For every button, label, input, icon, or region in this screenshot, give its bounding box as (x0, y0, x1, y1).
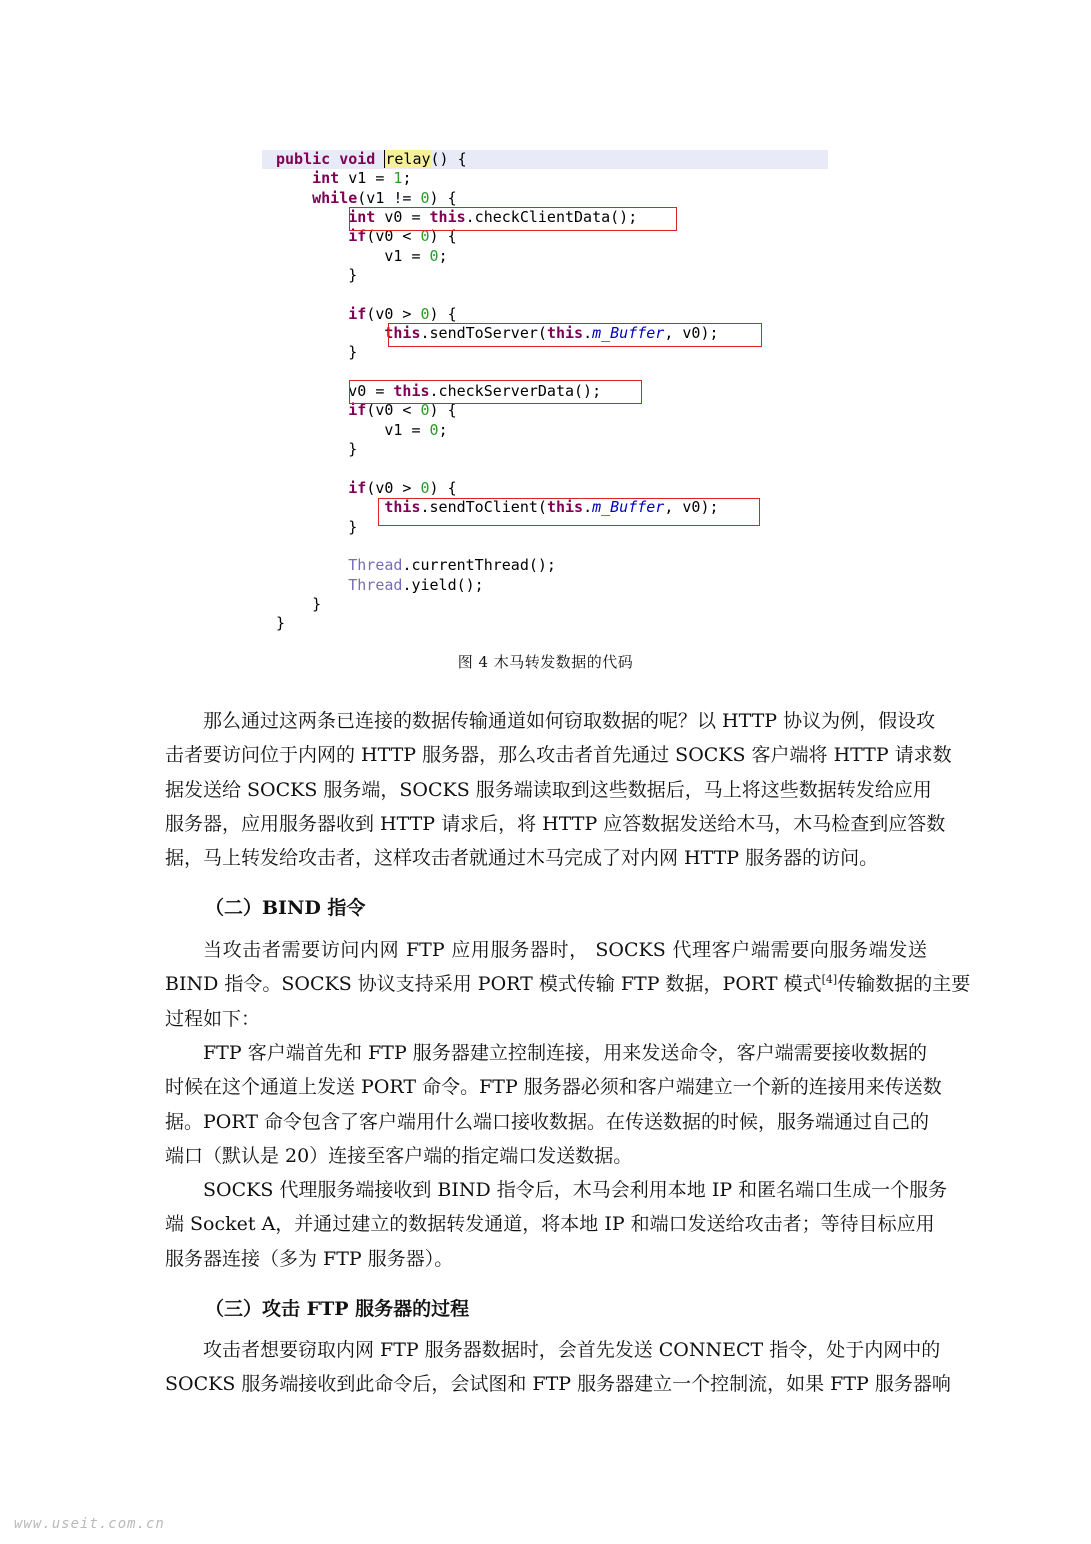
paragraph-5 (165, 1333, 951, 1402)
paragraph-line: 服务器连接（多为 FTP 服务器）。 (165, 1247, 454, 1270)
code-token: .checkClientData(); (465, 208, 638, 227)
section-heading-bind: （二）BIND 指令 (205, 897, 366, 919)
section-heading-ftp: （三）攻击 FTP 服务器的过程 (205, 1298, 470, 1320)
code-line (262, 556, 828, 575)
code-token (276, 576, 348, 594)
code-token: v1 = (276, 420, 430, 439)
code-token: } (276, 266, 358, 285)
paragraph-line: FTP 客户端首先和 FTP 服务器建立控制连接，用来发送命令，客户端需要接收数据的 (203, 1042, 927, 1064)
paragraph-2 (165, 933, 971, 1036)
code-line (262, 421, 828, 440)
code-token (276, 556, 348, 574)
code-token: if (348, 401, 367, 420)
code-token: ; (438, 246, 448, 265)
code-token (276, 401, 348, 419)
code-token: public (276, 150, 331, 168)
paragraph-line: 攻击者想要窃取内网 FTP 服务器数据时，会首先发送 CONNECT 指令，处于内网中的 (203, 1339, 941, 1361)
code-token: , v0); (664, 324, 719, 343)
code-token: ; (402, 169, 412, 188)
code-token: this (384, 498, 421, 517)
code-token (276, 208, 348, 226)
code-token: void (330, 150, 376, 168)
code-token: 0 (420, 227, 430, 246)
code-token: ) { (429, 478, 457, 497)
line-text: BIND 指令。SOCKS 协议支持采用 PORT 模式传输 FTP 数据，PORT 模式 (165, 973, 822, 996)
paragraph-line: SOCKS 代理服务端接收到 BIND 指令后，木马会利用本地 IP 和匿名端口生成一个服务 (203, 1179, 948, 1201)
paragraph-line: 端 Socket A，并通过建立的数据转发通道，将本地 IP 和端口发送给攻击者；等待目标应用 (165, 1213, 935, 1236)
code-token: .checkServerData(); (429, 382, 602, 401)
paragraph-line: 过程如下： (165, 1007, 261, 1030)
code-line (262, 537, 828, 556)
code-token: relay (385, 150, 431, 168)
code-line (262, 266, 828, 285)
code-token: } (276, 614, 286, 633)
code-token: this (384, 324, 421, 343)
code-token: int (312, 169, 340, 188)
paragraph-line: 那么通过这两条已连接的数据传输通道如何窃取数据的呢？以 HTTP 协议为例，假设攻 (203, 710, 936, 732)
code-token: ) { (429, 304, 457, 323)
code-token: while (312, 188, 358, 207)
code-token: (v1 != (357, 188, 421, 207)
code-token: (v0 > (366, 304, 421, 323)
code-token: Thread (348, 575, 403, 594)
code-line (262, 285, 828, 304)
code-token (276, 227, 348, 245)
paragraph-4 (165, 1173, 948, 1276)
code-token: if (348, 478, 367, 497)
code-token: this (429, 208, 466, 227)
code-token: Thread (348, 556, 403, 575)
code-token: } (276, 594, 322, 613)
code-line (262, 169, 828, 188)
paragraph-line: SOCKS 服务端接收到此命令后，会试图和 FTP 服务器建立一个控制流，如果 FTP 服务器响 (165, 1373, 951, 1396)
code-token: v1 = (339, 169, 394, 188)
paragraph-line: 时候在这个通道上发送 PORT 命令。FTP 服务器必须和客户端建立一个新的连接用来传送数 (165, 1076, 942, 1099)
code-token: m_Buffer (592, 498, 665, 517)
code-line (262, 401, 828, 420)
code-token: . (583, 324, 593, 343)
code-token: } (276, 440, 358, 459)
code-line (262, 576, 828, 595)
code-token: v0 = (276, 382, 394, 401)
paragraph-line: 当攻击者需要访问内网 FTP 应用服务器时， SOCKS 代理客户端需要向服务端发送 (203, 939, 927, 961)
code-token: if (348, 304, 367, 323)
code-token: ) { (429, 227, 457, 246)
paragraph-line: 击者要访问位于内网的 HTTP 服务器，那么攻击者首先通过 SOCKS 客户端将 HTTP 请求数 (165, 744, 952, 767)
code-token: int (348, 208, 376, 227)
code-token: 0 (420, 478, 430, 497)
code-token: 0 (429, 420, 439, 439)
code-token: } (276, 517, 358, 536)
code-token: () { (430, 150, 467, 168)
code-token: 1 (393, 169, 403, 188)
code-token: .sendToClient( (420, 498, 547, 517)
code-line (262, 305, 828, 324)
code-token: (v0 > (366, 478, 421, 497)
code-line (262, 479, 828, 498)
paragraph-3 (165, 1036, 942, 1173)
code-token: 0 (429, 246, 439, 265)
code-token: this (546, 324, 584, 343)
code-token: .currentThread(); (402, 556, 556, 575)
paragraph-line: 端口（默认是 20）连接至客户端的指定端口发送数据。 (165, 1144, 633, 1167)
code-line (262, 440, 828, 459)
code-token: (v0 < (366, 401, 421, 420)
code-line (262, 150, 828, 169)
code-token (276, 498, 384, 516)
code-token: m_Buffer (592, 324, 665, 343)
paragraph-line: 据。PORT 命令包含了客户端用什么端口接收数据。在传送数据的时候，服务端通过自己的 (165, 1110, 930, 1133)
code-token (276, 479, 348, 497)
code-token: .sendToServer( (420, 324, 547, 343)
watermark: www.useit.com.cn (14, 1516, 165, 1532)
code-token: , v0); (664, 498, 719, 517)
code-token: .yield(); (402, 575, 484, 594)
highlight-box-send-to-server (388, 323, 762, 347)
code-token: if (348, 227, 367, 246)
paragraph-line (165, 967, 971, 1001)
paragraph-line: 服务器，应用服务器收到 HTTP 请求后，将 HTTP 应答数据发送给木马，木马检查到应答数 (165, 812, 946, 835)
highlight-box-send-to-client (378, 498, 760, 526)
code-token: } (276, 343, 358, 362)
highlight-box-check-server (349, 380, 642, 404)
code-token (276, 169, 312, 187)
code-token: this (546, 498, 584, 517)
code-token: 0 (420, 401, 430, 420)
code-token (276, 324, 384, 342)
highlight-box-check-client (349, 207, 677, 231)
code-token: ; (438, 420, 448, 439)
code-token: this (393, 382, 430, 401)
code-token: 0 (420, 304, 430, 323)
code-token: v0 = (375, 208, 430, 227)
code-line (262, 247, 828, 266)
code-token: . (583, 498, 593, 517)
paragraph-line: 据发送给 SOCKS 服务端，SOCKS 服务端读取到这些数据后，马上将这些数据转发给应用 (165, 778, 932, 801)
paragraph-1 (165, 704, 952, 875)
code-token (276, 189, 312, 207)
code-token: 0 (420, 188, 430, 207)
code-token: (v0 < (366, 227, 421, 246)
figure-caption: 图 4 木马转发数据的代码 (457, 653, 634, 671)
code-token: v1 = (276, 246, 430, 265)
code-line (262, 460, 828, 479)
code-line (262, 614, 828, 633)
code-token (276, 305, 348, 323)
code-token: ) { (429, 401, 457, 420)
paragraph-line: 据，马上转发给攻击者，这样攻击者就通过木马完成了对内网 HTTP 服务器的访问。 (165, 847, 879, 870)
line-text: 传输数据的主要 (837, 973, 971, 996)
code-line (262, 189, 828, 208)
code-token: ) { (429, 188, 457, 207)
citation-ref: [4] (821, 973, 838, 987)
code-line (262, 595, 828, 614)
